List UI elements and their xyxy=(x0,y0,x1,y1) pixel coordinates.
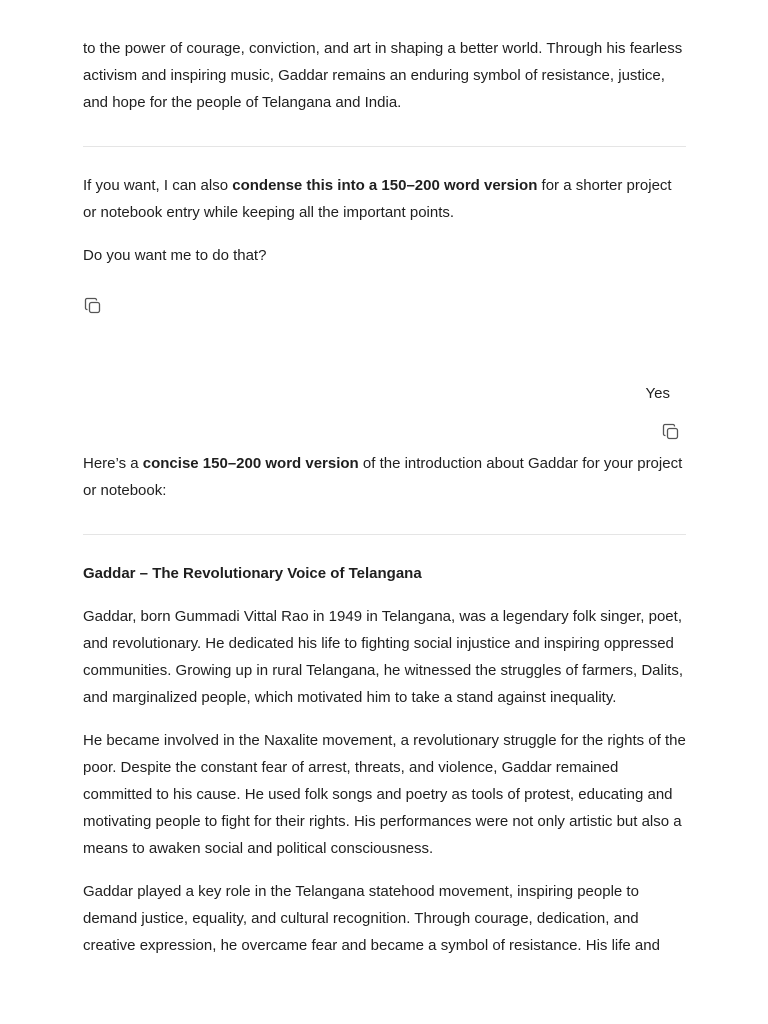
divider xyxy=(83,146,686,147)
assistant-message-tail xyxy=(83,35,686,116)
user-message xyxy=(646,380,670,407)
body-paragraph-2 xyxy=(83,727,686,862)
offer-text-bold: condense this into a 150–200 word version xyxy=(232,177,538,194)
paragraph: Gaddar, born Gummadi Vittal Rao in 1949 in Telangana, was a legendary folk singer, poet, and revolutionary. He dedicated his life to fighting social injustice and inspiring oppressed communities. Growing up in rural Telangana, he witnessed the struggles of farmers, Dalits, and marginalized people, which motivated him to take a stand against inequality. xyxy=(83,608,684,706)
copy-icon[interactable] xyxy=(662,423,682,443)
paragraph: He became involved in the Naxalite movement, a revolutionary struggle for the rights of the poor. Despite the constant fear of arrest, threats, and violence, Gaddar remained committed to his cause. He used folk songs and poetry as tools of protest, educating and motivating people to fight for their rights. His performances were not only artistic but also a means to awaken social and political consciousness. xyxy=(83,732,686,857)
response-intro-post: of the introduction about Gaddar for your project or notebook: xyxy=(83,455,683,499)
offer-text-pre: If you want, I can also xyxy=(83,177,233,194)
message-paragraph: to the power of courage, conviction, and art in shaping a better world. Through his fearless activism and inspiring music, Gaddar remains an enduring symbol of resistance, justice, and hope for the people of Telangana and India. xyxy=(83,40,683,111)
paragraph: Gaddar played a key role in the Telangana statehood movement, inspiring people to demand justice, equality, and cultural recognition. Through courage, dedication, and creative expression, he overcame fear and became a symbol of resistance. His life and xyxy=(83,883,660,954)
body-paragraph-3 xyxy=(83,878,686,959)
offer-text-post: for a shorter project or notebook entry while keeping all the important points. xyxy=(83,177,672,221)
user-message-text: Yes xyxy=(645,385,670,402)
response-intro xyxy=(83,450,686,504)
question-paragraph xyxy=(83,242,686,269)
divider xyxy=(83,534,686,535)
question-text: Do you want me to do that? xyxy=(83,247,267,264)
response-intro-bold: concise 150–200 word version xyxy=(142,455,359,472)
section-heading xyxy=(83,560,686,587)
section-title: Gaddar – The Revolutionary Voice of Telangana xyxy=(83,565,422,582)
offer-paragraph xyxy=(83,172,686,226)
response-intro-pre: Here’s a xyxy=(83,455,143,472)
copy-icon[interactable] xyxy=(84,297,104,317)
body-paragraph-1 xyxy=(83,603,686,711)
